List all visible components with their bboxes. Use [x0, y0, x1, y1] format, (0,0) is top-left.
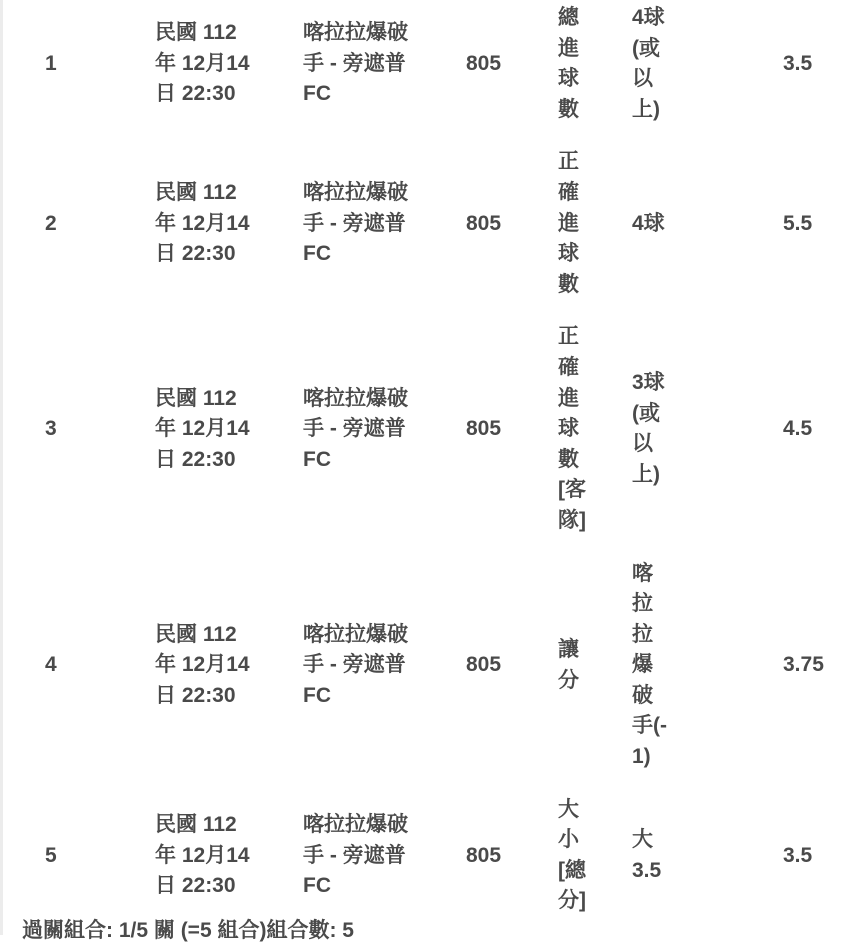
match-code: 805 [466, 653, 502, 677]
table-row [0, 548, 851, 784]
bet-number: 5 [45, 843, 57, 867]
bet-type: 讓分 [558, 637, 579, 692]
match-time: 民國 112 年 12月14 日 22:30 [155, 812, 250, 898]
bet-odds: 4.5 [783, 417, 813, 441]
match-time: 民國 112 年 12月14 日 22:30 [155, 622, 250, 707]
bet-type: 正確進球數 [558, 150, 579, 296]
bet-number: 2 [45, 211, 57, 235]
match-time: 民國 112 年 12月14 日 22:30 [155, 21, 250, 106]
table-row [0, 136, 851, 311]
bet-odds: 3.5 [783, 843, 813, 867]
match-name: 喀拉拉爆破手 - 旁遮普 FC [303, 812, 408, 898]
bet-selection: 4球 [632, 211, 665, 235]
match-code: 805 [466, 417, 502, 441]
match-time: 民國 112 年 12月14 日 22:30 [155, 180, 250, 266]
match-name: 喀拉拉爆破手 - 旁遮普 FC [303, 386, 408, 471]
bet-type: 總進球數 [558, 6, 579, 121]
parlay-summary: 過關組合: 1/5 關 (=5 組合)組合數: 5 [22, 919, 354, 942]
match-code: 805 [466, 211, 502, 235]
match-name: 喀拉拉爆破手 - 旁遮普 FC [303, 180, 408, 266]
match-time: 民國 112 年 12月14 日 22:30 [155, 386, 250, 471]
match-code: 805 [466, 843, 502, 867]
bet-number: 4 [45, 653, 57, 677]
bet-type: 大小[總分] [558, 797, 586, 913]
match-name: 喀拉拉爆破手 - 旁遮普 FC [303, 622, 408, 707]
match-name: 喀拉拉爆破手 - 旁遮普 FC [303, 21, 408, 106]
table-row [0, 311, 851, 547]
bet-type: 正確進球數[客隊] [558, 325, 586, 532]
bet-selection: 4球(或以上) [632, 6, 665, 121]
match-code: 805 [466, 51, 502, 75]
table-row [0, 784, 851, 928]
bet-odds: 3.5 [783, 51, 813, 75]
bet-odds: 5.5 [783, 211, 813, 235]
bet-number: 3 [45, 417, 57, 441]
bet-odds: 3.75 [783, 653, 824, 677]
table-row [0, 0, 851, 136]
bet-selection: 大 3.5 [632, 828, 662, 882]
bet-selection: 3球(或以上) [632, 371, 665, 487]
bet-number: 1 [45, 51, 57, 75]
bet-selection: 喀拉拉爆破手(-1) [632, 561, 667, 769]
